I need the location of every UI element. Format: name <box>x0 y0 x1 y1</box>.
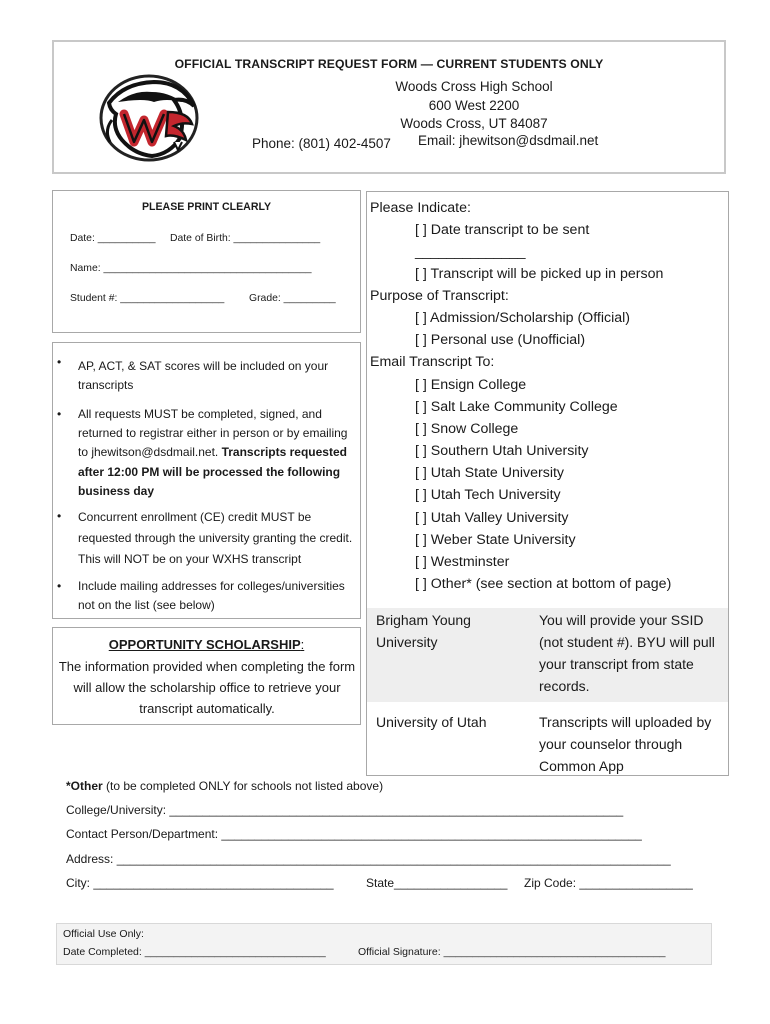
bullet-2: • <box>57 407 62 421</box>
date-sent-blank[interactable]: ______________ <box>415 244 526 260</box>
bullet-3: • <box>57 509 62 523</box>
wildcat-logo-icon <box>94 68 204 164</box>
date-field[interactable]: Date: __________ <box>70 233 156 244</box>
uofu-note: Transcripts will uploaded by your counselor through Common App <box>539 714 712 774</box>
note-mailing: Include mailing addresses for colleges/universities not on the list (see below) <box>78 579 345 613</box>
name-field[interactable]: Name: ____________________________________ <box>70 263 312 274</box>
school-option[interactable]: [ ] Other* (see section at bottom of page) <box>415 576 672 592</box>
byu-note: You will provide your SSID (not student #). BYU will pull your transcript from state records. <box>539 612 715 694</box>
official-use-label: Official Use Only: <box>63 928 144 940</box>
state-field[interactable]: State_________________ <box>366 876 508 890</box>
byu-row <box>367 608 728 702</box>
other-label: *Other <box>66 779 103 793</box>
school-city: Woods Cross, UT 84087 <box>400 116 548 131</box>
byu-name: Brigham Young University <box>376 612 471 650</box>
school-option[interactable]: [ ] Utah Valley University <box>415 510 569 526</box>
scholarship-title-text: OPPORTUNITY SCHOLARSHIP <box>108 637 301 652</box>
notes-box <box>52 342 361 619</box>
other-heading <box>66 779 383 793</box>
school-option[interactable]: [ ] Weber State University <box>415 532 576 548</box>
date-of-birth-field[interactable]: Date of Birth: _______________ <box>170 233 321 244</box>
option-personal[interactable]: [ ] Personal use (Unofficial) <box>415 332 586 348</box>
school-email: Email: jhewitson@dsdmail.net <box>418 133 599 148</box>
grade-field[interactable]: Grade: _________ <box>249 293 336 304</box>
school-option[interactable]: [ ] Southern Utah University <box>415 443 589 459</box>
transcript-options-box <box>366 191 729 776</box>
address-field[interactable]: Address: ___________________________________________________________________________________ <box>66 852 671 866</box>
note-concurrent: Concurrent enrollment (CE) credit MUST be requested through the university granting the credit. This will NOT be on your WXHS transcript <box>78 510 353 566</box>
purpose-heading: Purpose of Transcript: <box>370 288 509 304</box>
uofu-name: University of Utah <box>376 714 487 730</box>
scholarship-box <box>52 627 361 725</box>
scholarship-title <box>53 637 360 652</box>
official-use-box <box>56 923 712 965</box>
bullet-4: • <box>57 579 62 593</box>
scholarship-text: The information provided when completing the form will allow the scholarship office to retrieve your transcript automatically. <box>58 659 356 716</box>
note-scores: AP, ACT, & SAT scores will be included on your transcripts <box>78 359 329 393</box>
form-title: OFFICIAL TRANSCRIPT REQUEST FORM — CURRENT STUDENTS ONLY <box>174 57 604 71</box>
school-option[interactable]: [ ] Ensign College <box>415 377 527 393</box>
note-requests-deadline: Transcripts requested after 12:00 PM will be processed the following business day <box>78 445 347 498</box>
school-street: 600 West 2200 <box>428 98 520 113</box>
email-to-heading: Email Transcript To: <box>370 354 495 370</box>
school-phone: Phone: (801) 402-4507 <box>252 136 391 151</box>
student-number-field[interactable]: Student #: __________________ <box>70 293 225 304</box>
note-requests <box>78 405 353 501</box>
form-header <box>52 40 726 174</box>
city-field[interactable]: City: ____________________________________ <box>66 876 334 890</box>
please-indicate-heading: Please Indicate: <box>370 200 471 216</box>
note-requests-text: All requests MUST be completed, signed, and returned to registrar either in person or by emailing to jhewitson@dsdmail.net. <box>78 407 348 460</box>
school-option[interactable]: [ ] Salt Lake Community College <box>415 399 618 415</box>
other-instructions: (to be completed ONLY for schools not listed above) <box>102 779 384 793</box>
bullet-1: • <box>57 355 62 369</box>
zip-field[interactable]: Zip Code: _________________ <box>524 876 693 890</box>
student-info-box <box>52 190 361 333</box>
school-option[interactable]: [ ] Snow College <box>415 421 519 437</box>
option-picked-up[interactable]: [ ] Transcript will be picked up in person <box>415 266 664 282</box>
scholarship-colon: : <box>300 637 305 652</box>
option-date-sent[interactable]: [ ] Date transcript to be sent <box>415 222 590 238</box>
school-name: Woods Cross High School <box>395 79 553 94</box>
print-clearly-heading: PLEASE PRINT CLEARLY <box>141 201 272 213</box>
contact-field[interactable]: Contact Person/Department: _______________________________________________________________ <box>66 827 642 841</box>
school-option[interactable]: [ ] Westminster <box>415 554 510 570</box>
official-signature-field[interactable]: Official Signature: ______________________________________ <box>358 946 666 958</box>
school-option[interactable]: [ ] Utah State University <box>415 465 565 481</box>
college-field[interactable]: College/University: ____________________________________________________________________ <box>66 803 624 817</box>
date-completed-field[interactable]: Date Completed: _______________________________ <box>63 946 326 958</box>
option-admission[interactable]: [ ] Admission/Scholarship (Official) <box>415 310 630 326</box>
school-option[interactable]: [ ] Utah Tech University <box>415 487 561 503</box>
